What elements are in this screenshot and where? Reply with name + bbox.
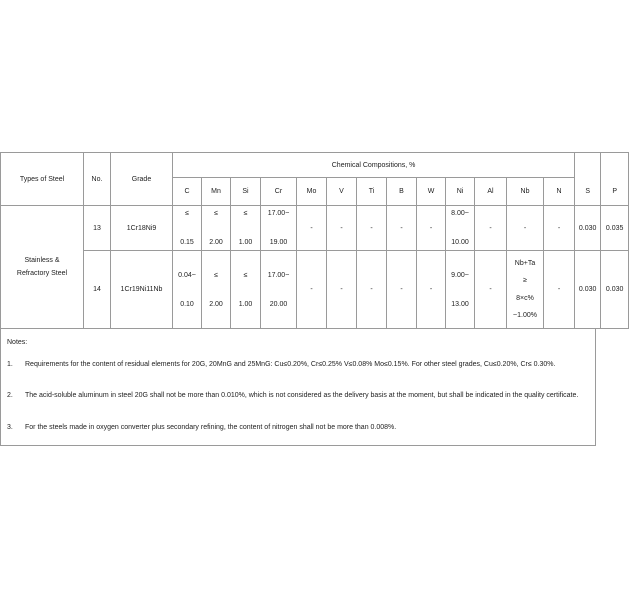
- header-element-ti: Ti: [357, 178, 387, 206]
- header-element-p: P: [601, 178, 629, 206]
- cell-ti: -: [357, 251, 387, 329]
- note-item: [7, 422, 591, 434]
- cell-w: -: [417, 251, 446, 329]
- header-element-s: S: [575, 178, 601, 206]
- header-element-cr: Cr: [261, 178, 297, 206]
- steel-type-label: Stainless & Refractory Steel: [16, 257, 68, 277]
- header-blank-p: [601, 153, 629, 178]
- cell-al: -: [475, 251, 507, 329]
- header-chemical-compositions: Chemical Compositions, %: [173, 153, 575, 178]
- cell-c: ≤ 0.15: [173, 206, 202, 251]
- header-element-n: N: [544, 178, 575, 206]
- header-grade: Grade: [111, 153, 173, 206]
- cell-mo: -: [297, 206, 327, 251]
- cell-nb: -: [507, 206, 544, 251]
- steel-type-cell: [1, 206, 84, 329]
- cell-ni: 9.00~ 13.00: [446, 251, 475, 329]
- header-element-c: C: [173, 178, 202, 206]
- cell-p: 0.030: [601, 251, 629, 329]
- row-grade: 1Cr18Ni9: [111, 206, 173, 251]
- header-element-w: W: [417, 178, 446, 206]
- cell-nb: Nb+Ta ≥ 8×c% ~1.00%: [507, 251, 544, 329]
- row-grade: 1Cr19Ni11Nb: [111, 251, 173, 329]
- note-text: For the steels made in oxygen converter plus secondary refining, the content of nitrogen shall not be more than 0.008%.: [25, 424, 397, 431]
- cell-si: ≤ 1.00: [231, 206, 261, 251]
- cell-b: -: [387, 206, 417, 251]
- header-element-mn: Mn: [202, 178, 231, 206]
- cell-w: -: [417, 206, 446, 251]
- notes-section: [0, 328, 596, 446]
- note-text: Requirements for the content of residual elements for 20G, 20MnG and 25MnG: Cu≤0.20%, Cr≤0.25% V≤0.08% Mo≤0.15%. For other steel grades, Cu≤0.20%, Cr≤ 0.30%.: [25, 361, 556, 368]
- cell-n: -: [544, 206, 575, 251]
- note-number: 3.: [7, 424, 13, 431]
- note-number: 2.: [7, 392, 13, 399]
- note-text: The acid-soluble aluminum in steel 20G shall not be more than 0.010%, which is not considered as the delivery basis at the moment, but shall be indicated in the quality certificate.: [25, 392, 579, 399]
- header-element-b: B: [387, 178, 417, 206]
- header-element-nb: Nb: [507, 178, 544, 206]
- notes-title: Notes:: [7, 339, 28, 346]
- header-no: No.: [84, 153, 111, 206]
- cell-b: -: [387, 251, 417, 329]
- cell-ni: 8.00~ 10.00: [446, 206, 475, 251]
- header-types-of-steel: Types of Steel: [1, 153, 84, 206]
- cell-mn: ≤ 2.00: [202, 206, 231, 251]
- table-row: [1, 251, 629, 329]
- cell-cr: 17.00~ 20.00: [261, 251, 297, 329]
- table-row: [1, 206, 629, 251]
- note-number: 1.: [7, 361, 13, 368]
- header-element-v: V: [327, 178, 357, 206]
- cell-v: -: [327, 251, 357, 329]
- row-no: 14: [84, 251, 111, 329]
- header-element-si: Si: [231, 178, 261, 206]
- header-blank-s: [575, 153, 601, 178]
- cell-mo: -: [297, 251, 327, 329]
- cell-mn: ≤ 2.00: [202, 251, 231, 329]
- cell-al: -: [475, 206, 507, 251]
- cell-s: 0.030: [575, 206, 601, 251]
- cell-si: ≤ 1.00: [231, 251, 261, 329]
- header-element-al: Al: [475, 178, 507, 206]
- chemical-composition-table: [0, 152, 629, 329]
- row-no: 13: [84, 206, 111, 251]
- cell-n: -: [544, 251, 575, 329]
- cell-ti: -: [357, 206, 387, 251]
- cell-cr: 17.00~ 19.00: [261, 206, 297, 251]
- header-element-ni: Ni: [446, 178, 475, 206]
- cell-p: 0.035: [601, 206, 629, 251]
- note-item: [7, 390, 591, 402]
- note-item: [7, 359, 591, 371]
- cell-v: -: [327, 206, 357, 251]
- cell-c: 0.04~ 0.10: [173, 251, 202, 329]
- header-element-mo: Mo: [297, 178, 327, 206]
- cell-s: 0.030: [575, 251, 601, 329]
